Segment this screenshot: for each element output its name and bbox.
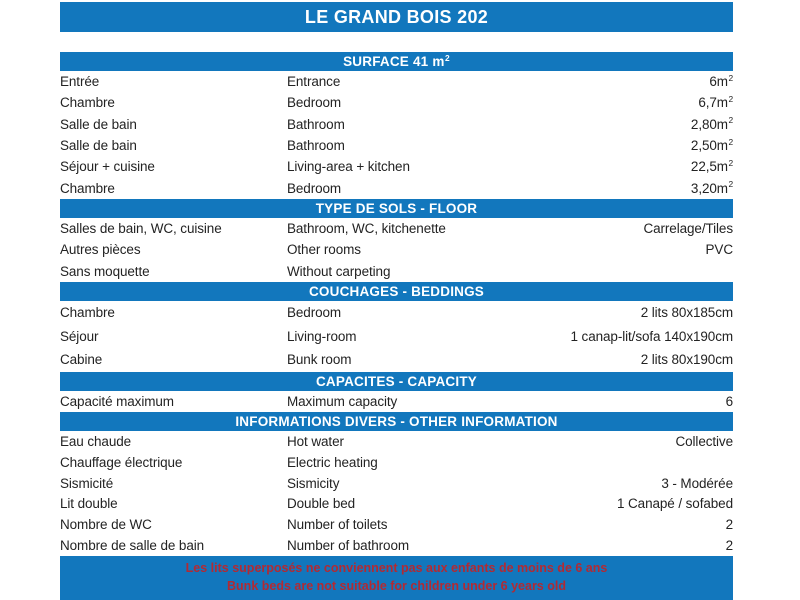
cell-label-fr: Chambre <box>60 180 115 196</box>
table-row <box>60 92 733 113</box>
cell-label-en: Electric heating <box>287 454 378 470</box>
cell-label-en: Number of toilets <box>287 517 388 533</box>
table-row <box>60 71 733 92</box>
cell-label-fr: Autres pièces <box>60 242 141 258</box>
cell-label-en: Entrance <box>287 74 341 90</box>
table-row <box>60 156 733 177</box>
cell-label-fr: Cabine <box>60 352 103 368</box>
section-capacity <box>60 372 733 412</box>
cell-label-en: Bedroom <box>287 95 342 111</box>
section-header-surface-label: SURFACE 41 m <box>343 54 445 69</box>
warning-banner <box>60 556 733 600</box>
cell-label-fr: Séjour + cuisine <box>60 159 155 175</box>
section-beddings <box>60 282 733 372</box>
warning-text-fr: Les lits superposés ne conviennent pas aux enfants de moins de 6 ans <box>185 561 608 576</box>
cell-value: 1 Canapé / sofabed <box>616 496 733 512</box>
cell-value: 2 lits 80x190cm <box>640 352 733 368</box>
cell-value: Collective <box>675 433 733 449</box>
table-row <box>60 177 733 198</box>
section-header-beddings: COUCHAGES - BEDDINGS <box>60 282 733 301</box>
superscript: 2 <box>728 72 733 83</box>
cell-value: 2 <box>725 517 733 533</box>
cell-value: $2,80m^2$ <box>690 115 733 132</box>
cell-label-fr: Nombre de salle de bain <box>60 537 205 553</box>
section-header-other-information: INFORMATIONS DIVERS - OTHER INFORMATION <box>60 412 733 431</box>
cell-label-en: Number of bathroom <box>287 537 410 553</box>
cell-label-fr: Lit double <box>60 496 118 512</box>
cell-label-fr: Sans moquette <box>60 263 150 279</box>
table-row <box>60 301 733 325</box>
cell-value: 3 - Modérée <box>661 475 733 491</box>
cell-value: $6m^2$ <box>709 72 733 90</box>
page-title: LE GRAND BOIS 202 <box>60 2 733 32</box>
cell-label-en: Other rooms <box>287 242 361 258</box>
table-row <box>60 239 733 260</box>
table-row <box>60 348 733 372</box>
cell-value: 1 canap-lit/sofa 140x190cm <box>570 328 733 344</box>
cell-label-fr: Séjour <box>60 328 99 344</box>
cell-value: Carrelage/Tiles <box>643 220 733 236</box>
table-row <box>60 431 733 452</box>
cell-label-fr: Chauffage électrique <box>60 454 183 470</box>
cell-label-en: Living-room <box>287 328 357 344</box>
table-row <box>60 452 733 473</box>
table-row <box>60 218 733 239</box>
sheet-content <box>60 0 733 600</box>
cell-label-fr: Sismicité <box>60 475 114 491</box>
section-header-floor: TYPE DE SOLS - FLOOR <box>60 199 733 218</box>
cell-value: $2,50m^2$ <box>690 136 733 154</box>
superscript: 2 <box>728 157 733 168</box>
section-header-surface <box>60 52 733 71</box>
cell-label-en: Double bed <box>287 496 356 512</box>
cell-label-fr: Chambre <box>60 95 115 111</box>
cell-value: 6 <box>725 393 733 409</box>
cell-value: PVC <box>705 242 733 258</box>
cell-value: 2 <box>725 537 733 553</box>
table-row <box>60 260 733 281</box>
cell-label-fr: Nombre de WC <box>60 517 152 533</box>
cell-label-en: Bathroom <box>287 138 345 154</box>
cell-label-en: Bathroom <box>287 116 345 132</box>
table-row <box>60 493 733 514</box>
table-row <box>60 514 733 535</box>
table-row <box>60 391 733 412</box>
cell-value: $6,7m^2$ <box>698 93 733 111</box>
table-row <box>60 135 733 156</box>
section-surface <box>60 52 733 199</box>
superscript: 2 <box>445 52 450 63</box>
spacer <box>60 32 733 52</box>
superscript: 2 <box>728 93 733 104</box>
cell-label-fr: Salle de bain <box>60 116 137 132</box>
cell-label-en: Bedroom <box>287 180 342 196</box>
cell-value: $22,5m^2$ <box>690 157 733 175</box>
cell-value: 2 lits 80x185cm <box>640 305 733 321</box>
table-row <box>60 324 733 348</box>
cell-value: $3,20m^2$ <box>690 179 733 196</box>
cell-label-en: Living-area + kitchen <box>287 159 410 175</box>
cell-label-en: Without carpeting <box>287 263 391 279</box>
cell-label-en: Bunk room <box>287 352 352 368</box>
cell-label-fr: Eau chaude <box>60 433 132 449</box>
table-row <box>60 114 733 135</box>
section-floor <box>60 199 733 282</box>
warning-text-en: Bunk beds are not suitable for children under 6 years old <box>227 579 566 594</box>
cell-label-en: Bedroom <box>287 305 342 321</box>
cell-label-fr: Chambre <box>60 305 115 321</box>
cell-label-fr: Entrée <box>60 74 100 90</box>
table-row <box>60 473 733 494</box>
cell-label-en: Hot water <box>287 433 344 449</box>
superscript: 2 <box>728 179 733 190</box>
superscript: 2 <box>728 136 733 147</box>
cell-label-en: Maximum capacity <box>287 393 398 409</box>
cell-label-fr: Salle de bain <box>60 138 137 154</box>
cell-label-en: Sismicity <box>287 475 340 491</box>
cell-label-fr: Capacité maximum <box>60 393 174 409</box>
section-other-information <box>60 412 733 556</box>
superscript: 2 <box>728 115 733 126</box>
cell-label-fr: Salles de bain, WC, cuisine <box>60 220 222 236</box>
table-row <box>60 535 733 556</box>
section-header-capacity: CAPACITES - CAPACITY <box>60 372 733 391</box>
cell-label-en: Bathroom, WC, kitchenette <box>287 220 446 236</box>
